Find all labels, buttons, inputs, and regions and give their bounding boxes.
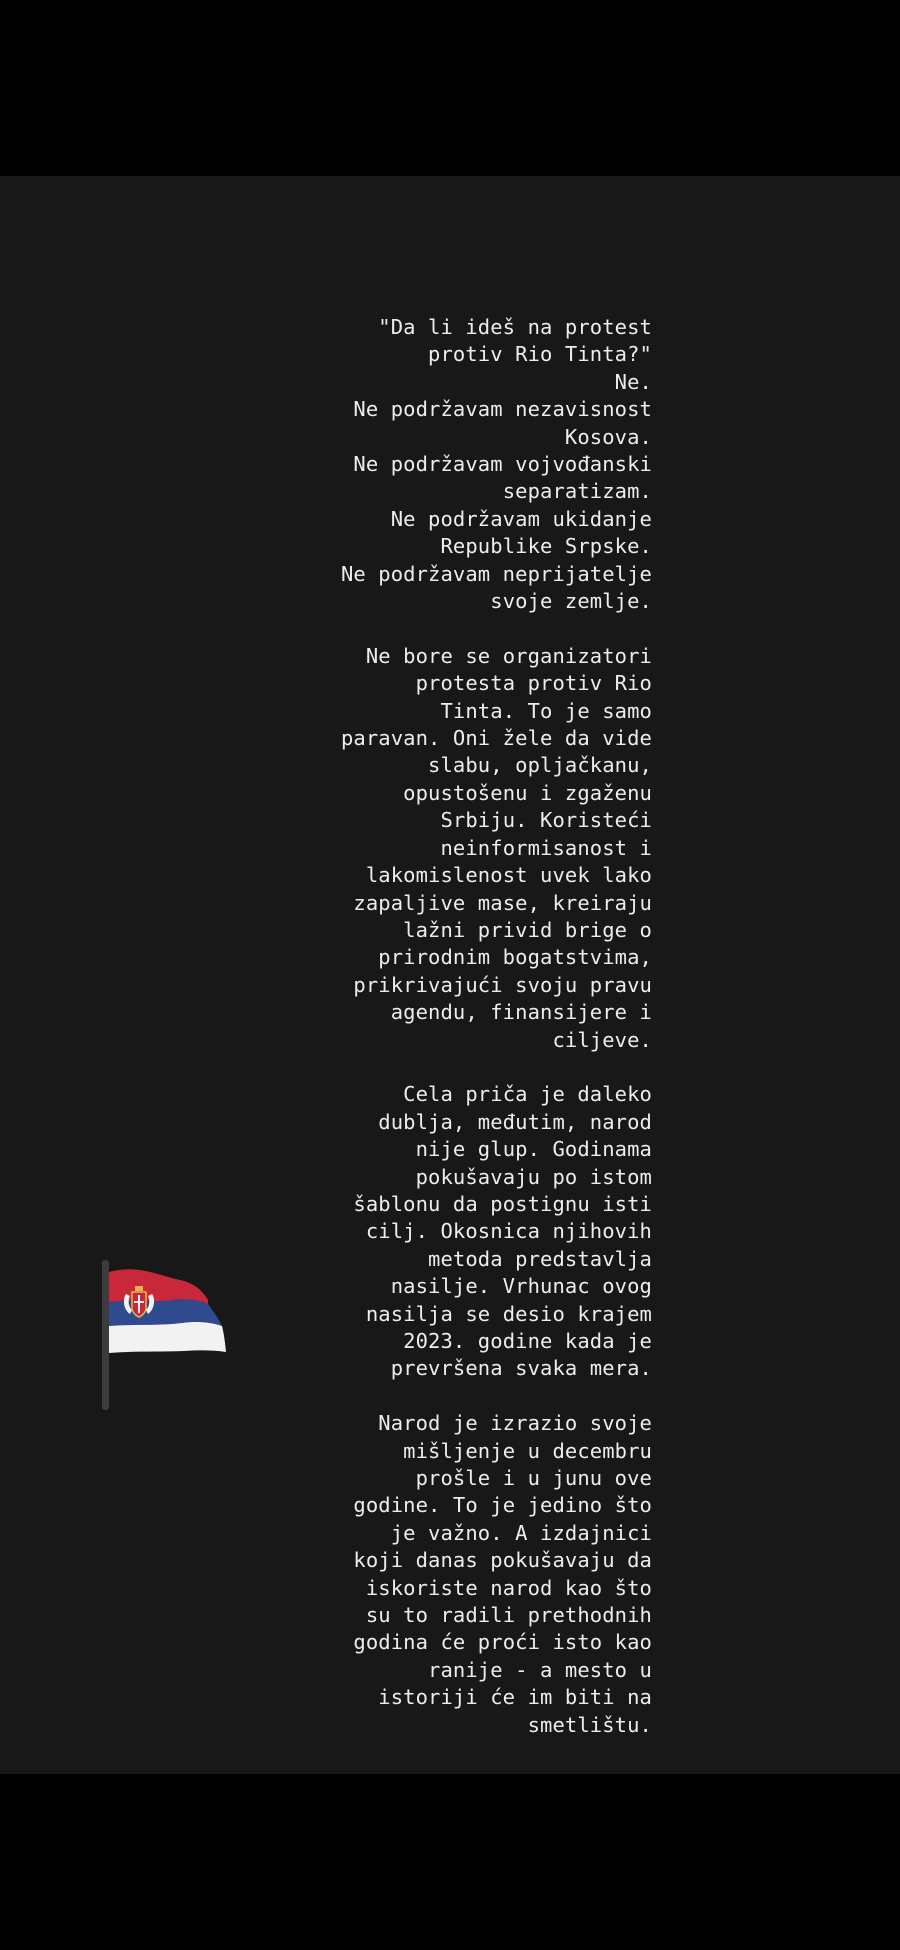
text-line: dublja, međutim, narod xyxy=(378,1109,652,1134)
text-line: pokušavaju po istom xyxy=(415,1164,652,1189)
text-line: Narod je izrazio svoje xyxy=(378,1411,652,1436)
text-line: metoda predstavlja xyxy=(428,1246,652,1271)
text-line: smetlištu. xyxy=(527,1712,652,1737)
text-line: Srbiju. Koristeći xyxy=(440,808,652,833)
text-line: agendu, finansijere i xyxy=(390,1000,652,1025)
text-line: paravan. Oni žele da vide xyxy=(340,726,652,751)
text-line: Republike Srpske. xyxy=(440,534,652,559)
text-line: Ne podržavam neprijatelje xyxy=(340,561,652,586)
text-line: ciljeve. xyxy=(552,1027,652,1052)
paragraph-4 xyxy=(300,1410,652,1739)
text-line: koji danas pokušavaju da xyxy=(353,1548,652,1573)
text-line: šablonu da postignu isti xyxy=(353,1191,652,1216)
text-line: ranije - a mesto u xyxy=(428,1657,652,1682)
text-line: Ne. xyxy=(614,369,652,394)
text-line: je važno. A izdajnici xyxy=(390,1520,652,1545)
story-frame[interactable] xyxy=(0,176,900,1774)
story-text xyxy=(300,314,652,1739)
top-black-bar xyxy=(0,0,900,176)
text-line: separatizam. xyxy=(502,479,652,504)
text-line: godine. To je jedino što xyxy=(353,1493,652,1518)
text-line: nasilje. Vrhunac ovog xyxy=(390,1274,652,1299)
text-line: 2023. godine kada je xyxy=(403,1329,652,1353)
text-line: slabu, opljačkanu, xyxy=(428,753,652,778)
text-line: Kosova. xyxy=(564,424,652,449)
text-line: prikrivajući svoju pravu xyxy=(353,972,652,997)
text-line: lakomislenost uvek lako xyxy=(365,863,652,888)
serbian-flag-icon[interactable] xyxy=(98,1260,230,1412)
text-line: Ne podržavam ukidanje xyxy=(390,506,652,531)
text-line: opustošenu i zgaženu xyxy=(403,780,652,805)
text-line: neinformisanost i xyxy=(440,835,652,860)
text-line: su to radili prethodnih xyxy=(365,1603,652,1628)
text-line: nasilja se desio krajem xyxy=(365,1301,652,1326)
paragraph-2 xyxy=(300,643,652,1054)
text-line: Ne podržavam nezavisnost xyxy=(353,397,652,422)
text-line: zapaljive mase, kreiraju xyxy=(353,890,652,915)
paragraph-1 xyxy=(300,314,652,615)
text-line: Ne bore se organizatori xyxy=(365,643,652,668)
text-line: protesta protiv Rio xyxy=(415,671,652,696)
text-line: protiv Rio Tinta?" xyxy=(428,342,652,367)
text-line: Cela priča je daleko xyxy=(403,1082,652,1107)
text-line: nije glup. Godinama xyxy=(415,1137,652,1162)
text-line: Ne podržavam vojvođanski xyxy=(353,452,652,477)
text-line: mišljenje u decembru xyxy=(403,1438,652,1463)
text-line: istoriji će im biti na xyxy=(378,1685,652,1710)
text-line: cilj. Okosnica njihovih xyxy=(365,1219,652,1244)
text-line: svoje zemlje. xyxy=(490,589,652,614)
text-line: prirodnim bogatstvima, xyxy=(378,945,652,970)
text-line: godina će proći isto kao xyxy=(353,1630,652,1655)
text-line: prevršena svaka mera. xyxy=(390,1356,652,1381)
text-line: prošle i u junu ove xyxy=(415,1466,652,1491)
bottom-black-bar xyxy=(0,1774,900,1950)
text-line: Tinta. To je samo xyxy=(440,698,652,723)
paragraph-3 xyxy=(300,1081,652,1382)
text-line: "Da li ideš na protest xyxy=(378,315,652,339)
text-line: iskoriste narod kao što xyxy=(365,1575,652,1600)
text-line: lažni privid brige o xyxy=(403,917,652,942)
